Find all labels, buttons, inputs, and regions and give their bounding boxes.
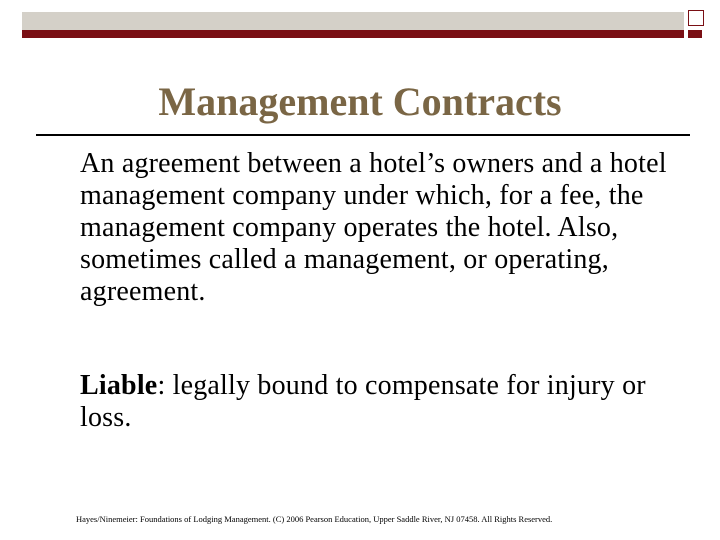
- header-band: [22, 12, 684, 30]
- corner-square: [688, 10, 704, 26]
- liable-paragraph: [80, 370, 690, 434]
- liable-definition: : legally bound to compensate for injury or loss.: [80, 370, 646, 433]
- title-divider: [36, 134, 690, 136]
- corner-stripe: [688, 30, 702, 38]
- footer-citation: Hayes/Ninemeier: Foundations of Lodging Management. (C) 2006 Pearson Education, Upper Saddle River, NJ 07458. All Rights Reserved.: [76, 514, 553, 524]
- liable-term: Liable: [80, 370, 158, 401]
- slide-title: Management Contracts: [158, 79, 562, 124]
- definition-paragraph: An agreement between a hotel’s owners and a hotel management company under which, for a fee, the management company operates the hotel. Also, sometimes called a management, or operating, agreement.: [80, 148, 667, 307]
- header-stripe: [22, 30, 684, 38]
